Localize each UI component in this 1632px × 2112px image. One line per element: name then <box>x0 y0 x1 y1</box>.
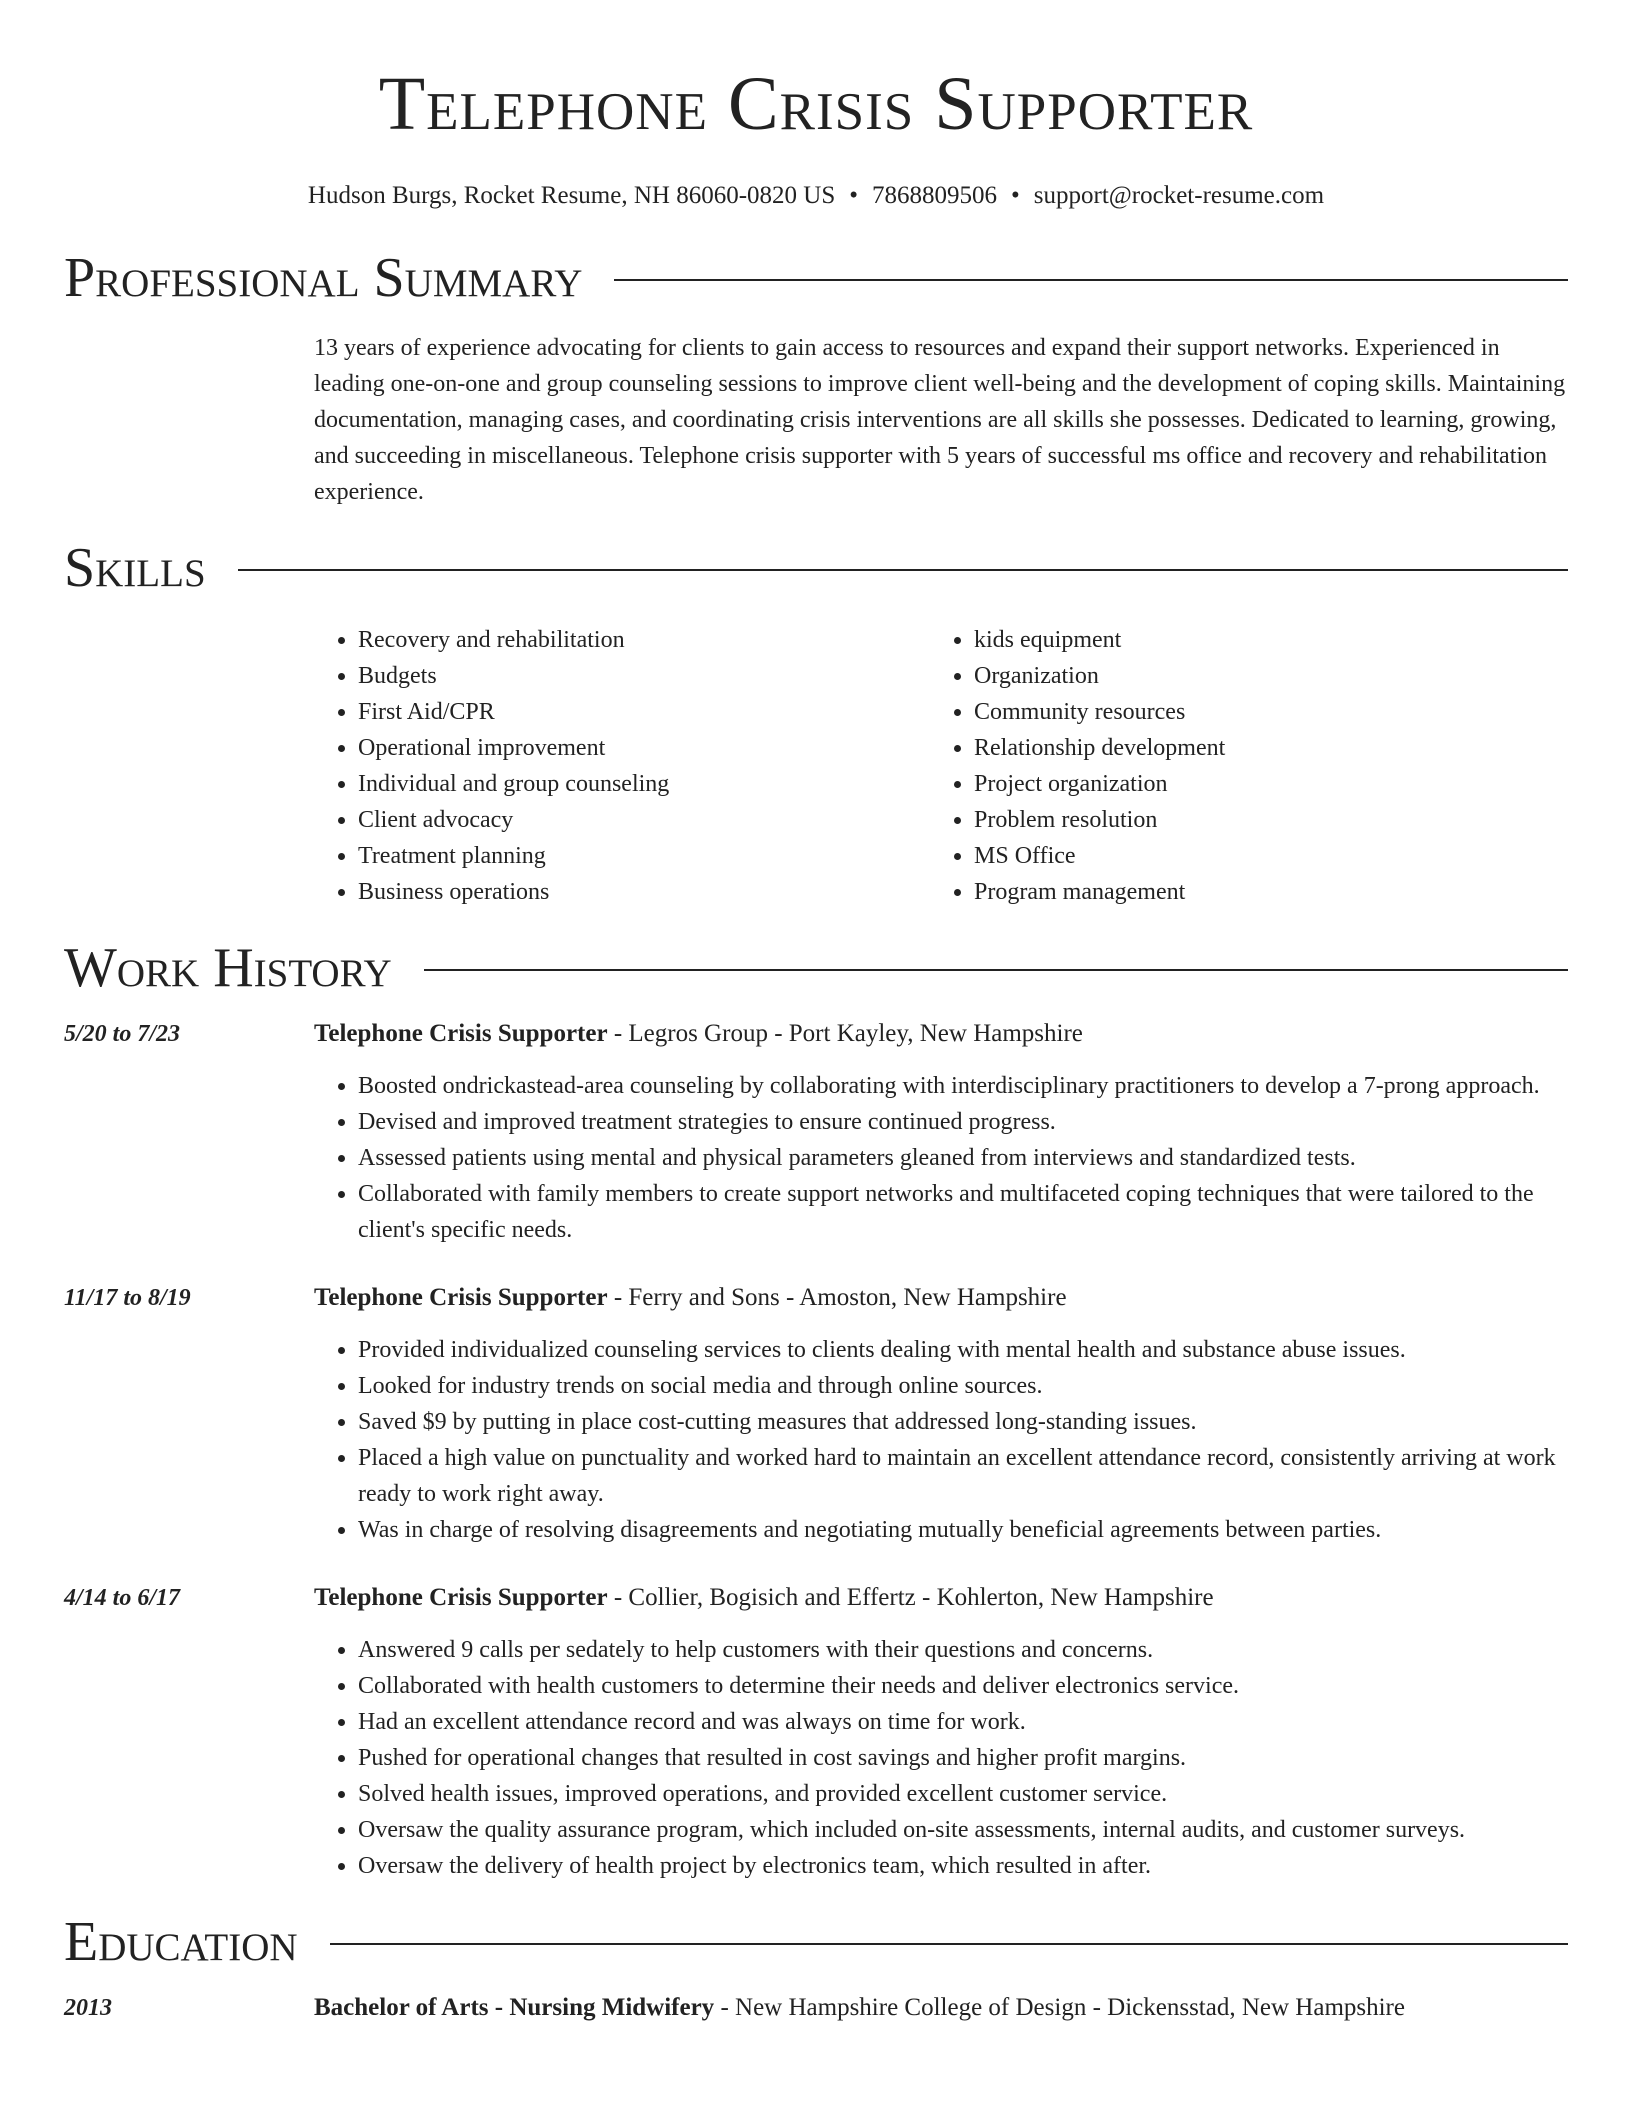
job-bullet: • Oversaw the delivery of health project by electronics team, which resulted in after. <box>358 1848 1568 1884</box>
job-dates: 11/17 to 8/19 <box>64 1285 191 1311</box>
job-heading <box>314 1016 1568 1052</box>
education-section-header <box>64 1911 1568 1973</box>
skill-item: • Program management <box>974 874 1546 910</box>
job-bullet: • Solved health issues, improved operations, and provided excellent customer service. <box>358 1776 1568 1812</box>
work-section-header <box>64 937 1568 999</box>
education-title: Education <box>64 1911 298 1973</box>
education-degree: Bachelor of Arts - Nursing Midwifery <box>314 1994 715 2021</box>
job-bullet: • Answered 9 calls per sedately to help customers with their questions and concerns. <box>358 1632 1568 1668</box>
job-bullet: • Collaborated with family members to create support networks and multifaceted coping techniques that were tailored to the client's specific needs. <box>358 1176 1568 1248</box>
job-details: - Legros Group - Port Kayley, New Hampshire <box>607 1020 1083 1047</box>
skill-item: • Budgets <box>358 658 930 694</box>
section-divider <box>614 279 1568 281</box>
resume-name: Telephone Crisis Supporter <box>378 62 1254 146</box>
skill-item: • First Aid/CPR <box>358 694 930 730</box>
education-entry <box>64 1990 1568 2026</box>
skills-section-header <box>64 537 1568 599</box>
job-bullet: • Had an excellent attendance record and was always on time for work. <box>358 1704 1568 1740</box>
skill-item: • Recovery and rehabilitation <box>358 622 930 658</box>
skills-list-left <box>314 622 930 910</box>
skill-item: • MS Office <box>974 838 1546 874</box>
skill-item: • kids equipment <box>974 622 1546 658</box>
summary-section-header <box>64 247 1568 309</box>
skills-grid <box>314 622 1568 910</box>
job-bullet: • Placed a high value on punctuality and worked hard to maintain an excellent attendance record, consistently arriving at work ready to work right away. <box>358 1440 1568 1512</box>
contact-line <box>64 182 1568 210</box>
skill-item: • Client advocacy <box>358 802 930 838</box>
job-entry <box>64 1580 1568 1884</box>
summary-title: Professional Summary <box>64 247 583 309</box>
contact-separator: • <box>1011 182 1020 209</box>
education-heading <box>314 1990 1568 2026</box>
job-dates: 4/14 to 6/17 <box>64 1585 181 1611</box>
job-bullet: • Collaborated with health customers to determine their needs and deliver electronics service. <box>358 1668 1568 1704</box>
job-details: - Ferry and Sons - Amoston, New Hampshire <box>607 1284 1067 1311</box>
job-bullet: • Provided individualized counseling services to clients dealing with mental health and substance abuse issues. <box>358 1332 1568 1368</box>
job-content <box>314 1580 1568 1884</box>
education-dates: 2013 <box>64 1995 112 2021</box>
job-heading <box>314 1580 1568 1616</box>
job-details: - Collier, Bogisich and Effertz - Kohlerton, New Hampshire <box>607 1584 1214 1611</box>
job-content <box>314 1280 1568 1548</box>
contact-address: Hudson Burgs, Rocket Resume, NH 86060-0820 US <box>307 182 836 209</box>
education-content <box>314 1990 1568 2026</box>
job-bullets <box>314 1632 1568 1884</box>
job-bullet: • Was in charge of resolving disagreements and negotiating mutually beneficial agreements between parties. <box>358 1512 1568 1548</box>
skill-item: • Relationship development <box>974 730 1546 766</box>
job-entry <box>64 1280 1568 1548</box>
job-bullets <box>314 1068 1568 1248</box>
job-entry <box>64 1016 1568 1248</box>
work-history-list <box>64 1016 1568 1884</box>
summary-text: 13 years of experience advocating for clients to gain access to resources and expand their support networks. Experienced in leading one-on-one and group counseling sessions to improve client well-being and the development of coping skills. Maintaining documentation, managing cases, and coordinating crisis interventions are all skills she possesses. Dedicated to learning, growing, and succeeding in miscellaneous. Telephone crisis supporter with 5 years of successful ms office and recovery and rehabilitation experience. <box>314 335 1566 505</box>
skill-item: • Organization <box>974 658 1546 694</box>
contact-email: support@rocket-resume.com <box>1033 182 1325 209</box>
skill-item: • Problem resolution <box>974 802 1546 838</box>
job-bullet: • Pushed for operational changes that resulted in cost savings and higher profit margins. <box>358 1740 1568 1776</box>
job-bullet: • Oversaw the quality assurance program, which included on-site assessments, internal audits, and customer surveys. <box>358 1812 1568 1848</box>
job-role: Telephone Crisis Supporter <box>314 1284 608 1311</box>
section-divider <box>424 969 1568 971</box>
job-bullets <box>314 1332 1568 1548</box>
job-bullet: • Saved $9 by putting in place cost-cutting measures that addressed long-standing issues. <box>358 1404 1568 1440</box>
skills-title: Skills <box>64 537 206 599</box>
contact-phone: 7868809506 <box>872 182 997 209</box>
skill-item: • Business operations <box>358 874 930 910</box>
skill-item: • Project organization <box>974 766 1546 802</box>
skill-item: • Community resources <box>974 694 1546 730</box>
job-bullet: • Looked for industry trends on social media and through online sources. <box>358 1368 1568 1404</box>
education-details: - New Hampshire College of Design - Dickensstad, New Hampshire <box>714 1994 1405 2021</box>
job-bullet: • Devised and improved treatment strategies to ensure continued progress. <box>358 1104 1568 1140</box>
job-dates: 5/20 to 7/23 <box>64 1021 181 1047</box>
skill-item: • Operational improvement <box>358 730 930 766</box>
job-role: Telephone Crisis Supporter <box>314 1584 608 1611</box>
skills-list-right <box>930 622 1546 910</box>
job-heading <box>314 1280 1568 1316</box>
skill-item: • Individual and group counseling <box>358 766 930 802</box>
contact-separator: • <box>849 182 858 209</box>
section-divider <box>330 1943 1568 1945</box>
job-bullet: • Boosted ondrickastead-area counseling by collaborating with interdisciplinary practitioners to develop a 7-prong approach. <box>358 1068 1568 1104</box>
work-title: Work History <box>64 937 392 999</box>
job-content <box>314 1016 1568 1248</box>
job-role: Telephone Crisis Supporter <box>314 1020 608 1047</box>
skill-item: • Treatment planning <box>358 838 930 874</box>
section-divider <box>238 569 1568 571</box>
job-bullet: • Assessed patients using mental and physical parameters gleaned from interviews and standardized tests. <box>358 1140 1568 1176</box>
